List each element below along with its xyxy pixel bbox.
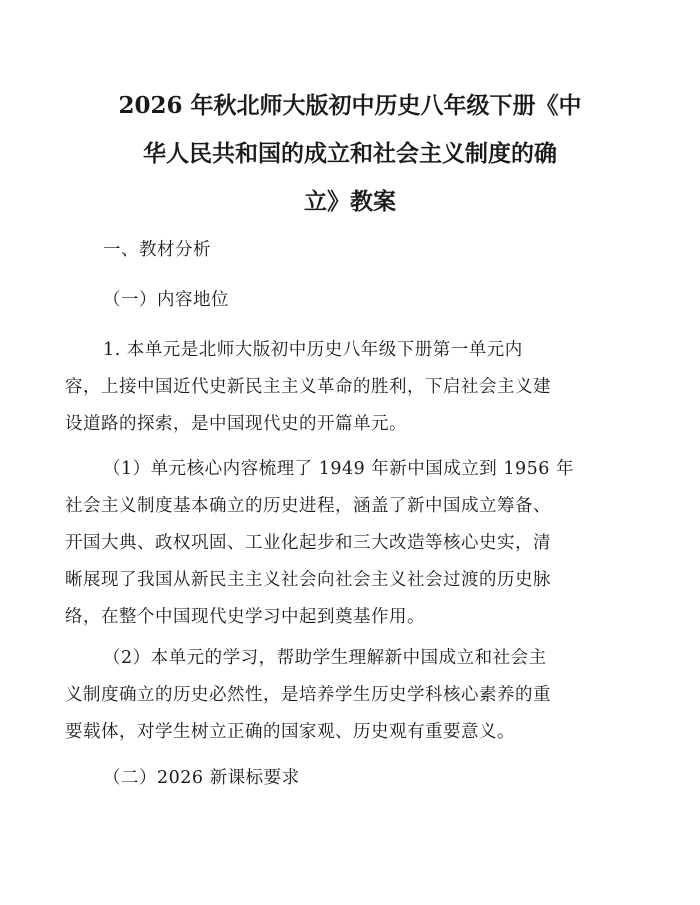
paragraph-line: 容，上接中国近代史新民主主义革命的胜利，下启社会主义建 — [65, 377, 551, 397]
paragraph-line: 晰展现了我国从新民主主义社会向社会主义社会过渡的历史脉 — [65, 570, 551, 590]
paragraph-line: 设道路的探索，是中国现代史的开篇单元。 — [65, 414, 407, 434]
title-line: 立》教案 — [304, 188, 396, 215]
paragraph-line: 社会主义制度基本确立的历史进程，涵盖了新中国成立筹备、 — [65, 496, 551, 516]
paragraph — [65, 332, 625, 443]
document-title — [60, 82, 640, 226]
paragraph-line: （2）本单元的学习，帮助学生理解新中国成立和社会主 — [103, 648, 547, 668]
title-line: 2026 年秋北师大版初中历史八年级下册《中 — [118, 92, 582, 119]
paragraph-line: 络，在整个中国现代史学习中起到奠基作用。 — [65, 607, 425, 627]
subsection-heading: （一）内容地位 — [103, 290, 229, 310]
paragraph-line: 1. 本单元是北师大版初中历史八年级下册第一单元内 — [103, 340, 523, 360]
paragraph-line: （1）单元核心内容梳理了 1949 年新中国成立到 1956 年 — [103, 459, 574, 479]
title-line: 华人民共和国的成立和社会主义制度的确 — [143, 140, 557, 167]
section-heading: 一、教材分析 — [103, 240, 211, 260]
paragraph — [65, 640, 625, 751]
paragraph-line: 要载体，对学生树立正确的国家观、历史观有重要意义。 — [65, 722, 515, 742]
paragraph — [65, 451, 625, 636]
paragraph-line: 义制度确立的历史必然性，是培养学生历史学科核心素养的重 — [65, 685, 551, 705]
subsection-heading: （二）2026 新课标要求 — [103, 768, 300, 788]
paragraph-line: 开国大典、政权巩固、工业化起步和三大改造等核心史实，清 — [65, 533, 551, 553]
